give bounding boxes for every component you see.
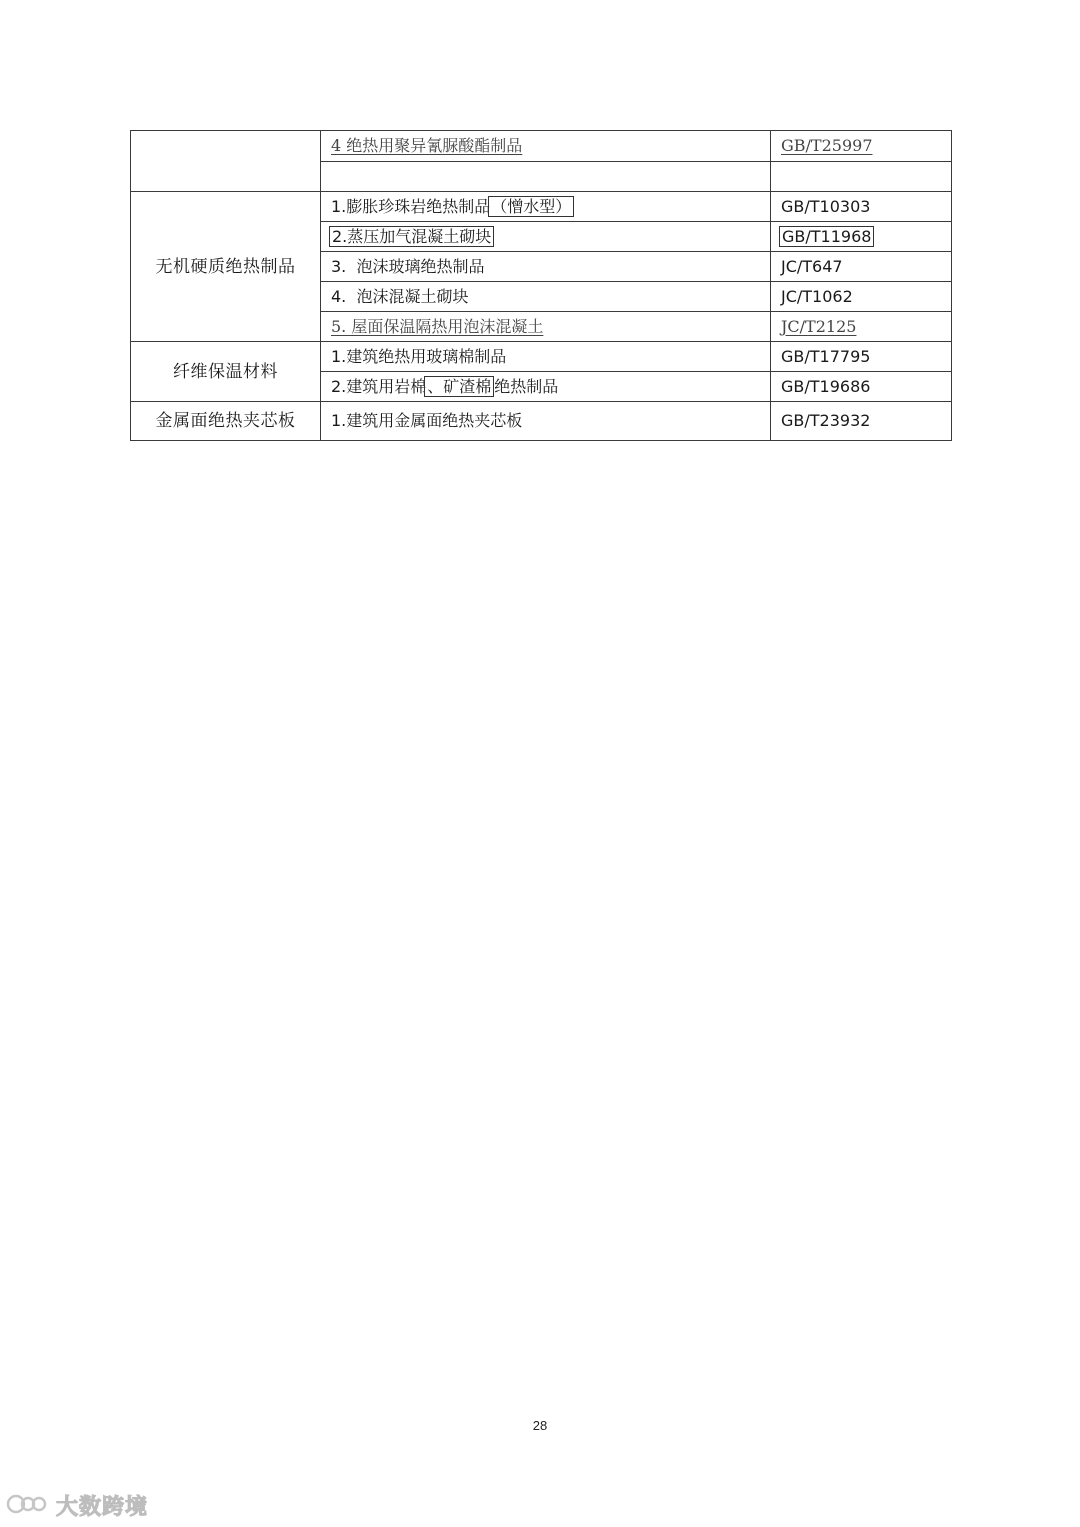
- page-number: 28: [532, 1418, 548, 1433]
- item-cell: [321, 222, 771, 252]
- table-row: [131, 131, 952, 162]
- table-row: [131, 402, 952, 441]
- standard-cell: [771, 222, 952, 252]
- item-cell: [321, 372, 771, 402]
- standard-cell: GB/T10303: [771, 192, 952, 222]
- item-cell: [321, 162, 771, 192]
- logo-icon: [6, 1492, 50, 1520]
- standard-code: GB/T25997: [781, 136, 873, 155]
- item-text: 2.建筑用岩棉: [331, 376, 427, 396]
- standard-code: GB/T11968: [779, 226, 874, 247]
- item-text: 2.蒸压加气混凝土砌块: [329, 226, 494, 247]
- item-cell: 1.建筑用金属面绝热夹芯板: [321, 402, 771, 441]
- item-text: 1.膨胀珍珠岩绝热制品: [331, 196, 491, 216]
- standard-cell: GB/T23932: [771, 402, 952, 441]
- item-cell: [321, 192, 771, 222]
- item-cell: 4. 泡沫混凝土砌块: [321, 282, 771, 312]
- item-cell: 3. 泡沫玻璃绝热制品: [321, 252, 771, 282]
- standards-table: [130, 130, 952, 441]
- item-cell: [321, 312, 771, 342]
- category-cell: 无机硬质绝热制品: [131, 192, 321, 342]
- item-text: 5. 屋面保温隔热用泡沫混凝土: [331, 316, 544, 336]
- item-cell: 1.建筑绝热用玻璃棉制品: [321, 342, 771, 372]
- standard-cell: JC/T647: [771, 252, 952, 282]
- table-row: [131, 342, 952, 372]
- standard-code: JC/T2125: [781, 316, 857, 336]
- standard-cell: GB/T17795: [771, 342, 952, 372]
- table-row: [131, 192, 952, 222]
- category-cell: 金属面绝热夹芯板: [131, 402, 321, 441]
- watermark: [6, 1490, 148, 1521]
- category-cell: [131, 131, 321, 192]
- category-cell: 纤维保温材料: [131, 342, 321, 402]
- standard-cell: GB/T19686: [771, 372, 952, 402]
- standard-cell: JC/T1062: [771, 282, 952, 312]
- item-cell: [321, 131, 771, 162]
- watermark-text: 大数跨境: [56, 1495, 149, 1520]
- standard-cell: [771, 162, 952, 192]
- item-text-suffix: 绝热制品: [494, 376, 559, 396]
- item-annotation: （憎水型）: [488, 196, 574, 217]
- item-text: 4 绝热用聚异氰脲酸酯制品: [331, 136, 523, 155]
- standard-cell: [771, 312, 952, 342]
- standard-cell: [771, 131, 952, 162]
- item-annotation: 、矿渣棉: [424, 376, 494, 397]
